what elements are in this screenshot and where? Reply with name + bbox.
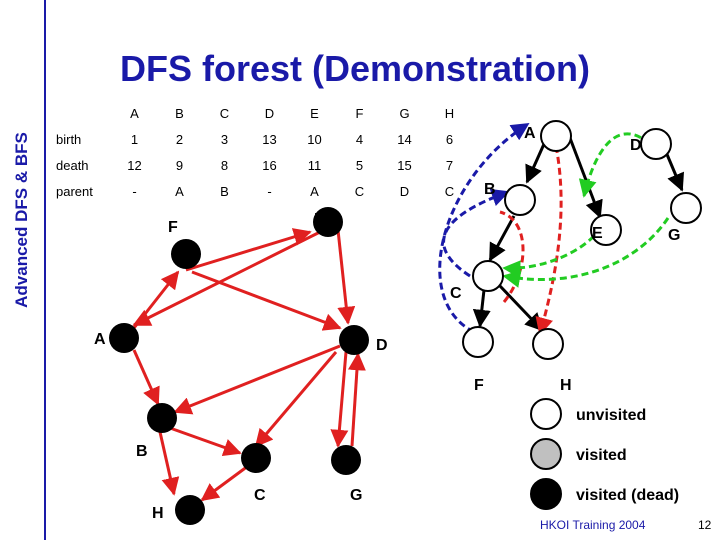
table-cell: C [354,183,365,199]
graph-edge [134,222,340,325]
table-cell: 16 [262,157,277,173]
graph-label-b: B [136,443,148,460]
table-cell: 8 [220,157,229,173]
graph-node-f [171,239,201,269]
table-cell: 3 [220,131,229,147]
table-header-cell: F [355,105,364,121]
table-cell: 11 [307,157,322,173]
graph-label-g: G [350,487,363,504]
graph-edge [175,346,340,412]
forest-node-a [541,121,571,151]
table-cell: D [399,183,410,199]
tree-edge [500,286,542,330]
graph-node-b [147,403,177,433]
graph-edge [338,352,346,446]
table-header-cell: G [399,105,410,121]
table-cell: 13 [262,131,277,147]
table-cell: 15 [397,157,412,173]
legend-unvisited-swatch [531,399,561,429]
legend [531,399,679,509]
forest-node-d [641,129,671,159]
graph-label-d: D [376,337,388,354]
page-number: 12 [698,518,712,532]
forest-label-f: F [474,377,484,394]
table-cell: 5 [355,157,364,173]
legend-dead-label: visited (dead) [576,487,680,504]
graph-node-d [339,325,369,355]
cross-edge [504,236,594,268]
table-cell: A [175,183,184,199]
table-cell: 14 [397,131,412,147]
graph-edge [134,272,178,328]
graph-edge [170,428,240,453]
graph-edge [256,352,336,446]
forest-node-f [463,327,493,357]
table-header-cell: D [264,105,275,121]
tree-edge [480,290,484,326]
table-cell: 4 [355,131,364,147]
graph-node-h [175,495,205,525]
table-cell: 1 [130,131,139,147]
table-cell: - [132,183,137,199]
row-label: parent [56,183,93,199]
forest-label-g: G [668,227,681,244]
table-cell: - [267,183,272,199]
graph-edge [192,272,340,328]
side-title: Advanced DFS & BFS [12,132,31,308]
forest-node-g [671,193,701,223]
table-cell: 7 [445,157,454,173]
forest-label-h: H [560,377,572,394]
graph-edge [186,232,310,270]
cross-edge [504,218,668,279]
tree-edge [490,216,514,260]
table-header-cell: A [130,105,139,121]
graph-edge [134,350,158,404]
table-header-cell: E [310,105,319,121]
graph-label-h: H [152,505,164,522]
forest-label-b: B [484,181,496,198]
table-cell: 12 [127,157,142,173]
tree-edge [570,138,600,217]
tree-edge [527,144,544,182]
forest-label-e: E [592,225,603,242]
graph-edge [160,432,174,494]
forest-node-b [505,185,535,215]
table-header-cell: H [444,105,455,121]
graph-label-a: A [94,331,106,348]
graph-edge [202,466,248,500]
table-cell: 6 [445,131,454,147]
row-label: death [56,157,89,173]
tree-edge [666,152,682,190]
legend-visited-label: visited [576,447,627,464]
graph-node-a [109,323,139,353]
table-cell: 2 [175,131,184,147]
graph-node-c [241,443,271,473]
graph-node-g [331,445,361,475]
forest-label-d: D [630,137,642,154]
table-cell: 9 [175,157,184,173]
table-cell: 10 [307,131,322,147]
forest-label-c: C [450,285,462,302]
table-cell: C [444,183,455,199]
table-header-cell: B [175,105,184,121]
slide-title: DFS forest (Demonstration) [120,48,591,89]
forward-edge [540,146,561,334]
row-label: birth [56,131,82,147]
legend-visited-swatch [531,439,561,469]
table-header-cell: C [219,105,230,121]
back-edge [444,192,508,276]
forest-label-a: A [524,125,536,142]
forest-node-h [533,329,563,359]
forest-node-c [473,261,503,291]
graph-edge [352,354,358,446]
table-cell: B [220,183,229,199]
forest-nodes [463,121,701,359]
graph-label-f: F [168,219,178,236]
graph-label-e: E [314,211,325,228]
table-cell: A [310,183,319,199]
legend-dead-swatch [531,479,561,509]
graph-edge [338,230,348,323]
footer-text: HKOI Training 2004 [540,518,646,532]
graph-label-c: C [254,487,266,504]
legend-unvisited-label: unvisited [576,407,647,424]
